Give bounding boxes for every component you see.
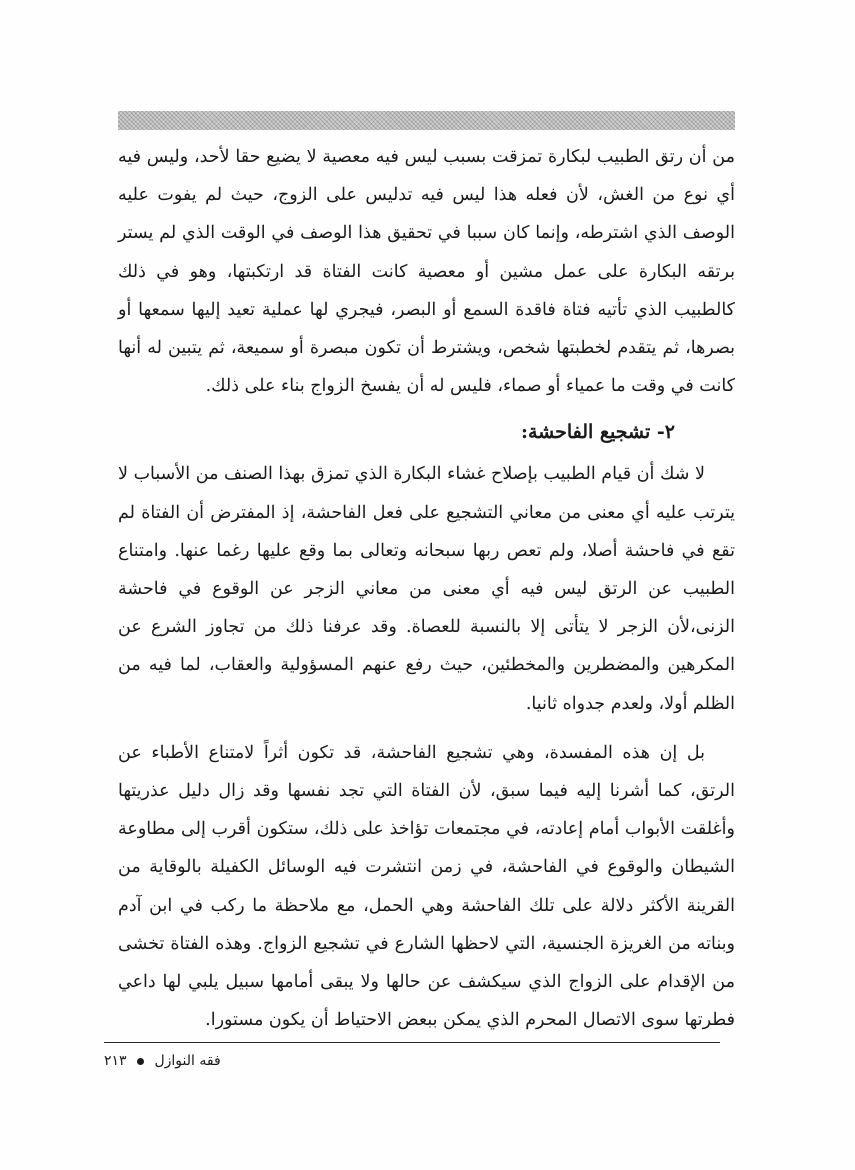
page-footer (104, 1050, 720, 1072)
header-decorative-band (118, 111, 735, 130)
footer-page-number: ٢١٣ (104, 1053, 127, 1069)
footer-book-title: فقه النوازل (154, 1053, 221, 1069)
paragraph-3: بل إن هذه المفسدة، وهي تشجيع الفاحشة، قد تكون أثراً لامتناع الأطباء عن الرتق، كما أشرنا إليه فيما سبق، لأن الفتاة التي تجد نفسها وقد زال دليل عذريتها وأغلقت الأبواب أمام إعادته، في مجتمعات تؤاخذ على ذلك، ستكون أقرب إلى مطاوعة الشيطان والوقوع في الفاحشة، في زمن انتشرت فيه الوسائل الكفيلة بالوقاية من القرينة الأكثر دلالة على تلك الفاحشة وهي الحمل، مع ملاحظة ما ركب في ابن آدم وبناته من الغريزة الجنسية، التي لاحظها الشارع في تشجيع الزواج. وهذه الفتاة تخشى من الإقدام على الزواج الذي سيكشف عن حالها ولا يبقى أمامها سبيل يلبي لها داعي فطرتها سوى الاتصال المحرم الذي يمكن ببعض الاحتياط أن يكون مستورا. (118, 742, 735, 1031)
paragraph-2: لا شك أن قيام الطبيب بإصلاح غشاء البكارة الذي تمزق بهذا الصنف من الأسباب لا يترتب عليه أي معنى من معاني التشجيع على فعل الفاحشة، إذ المفترض أن الفتاة لم تقع في فاحشة أصلا، ولم تعص ربها سبحانه وتعالى بما وقع عليها رغما عنها. وامتناع الطبيب عن الرتق ليس فيه أي معنى من معاني الزجر عن الوقوع في فاحشة الزنى،لأن الزجر لا يتأتى إلا بالنسبة للعصاة. وقد عرفنا ذلك من تجاوز الشرع عن المكرهين والمضطرين والمخطئين، حيث رفع عنهم المسؤولية والعقاب، لما فيه من الظلم أولا، ولعدم جدواه ثانيا. (118, 464, 735, 714)
paragraph-1: من أن رتق الطبيب لبكارة تمزقت بسبب ليس فيه معصية لا يضيع حقا لأحد، وليس فيه أي نوع من الغش، لأن فعله هذا ليس فيه تدليس على الزوج، حيث لم يفوت عليه الوصف الذي اشترطه، وإنما كان سببا في تحقيق هذا الوصف في الوقت الذي لم يستر برتقه البكارة على عمل مشين أو معصية كانت الفتاة قد ارتكبتها، وهو في ذلك كالطبيب الذي تأتيه فتاة فاقدة السمع أو البصر، فيجري لها عملية تعيد إليها سمعها أو بصرها، ثم يتقدم لخطبتها شخص، ويشترط أن تكون مبصرة أو سميعة، ثم يتبين له أنها كانت في وقت ما عمياء أو صماء، فليس له أن يفسخ الزواج بناء على ذلك. (118, 147, 735, 397)
body-text (118, 138, 735, 1039)
bullet-dot-icon (137, 1058, 144, 1065)
footer-divider (104, 1042, 720, 1043)
section-heading: ٢- تشجيع الفاحشة: (520, 421, 675, 444)
